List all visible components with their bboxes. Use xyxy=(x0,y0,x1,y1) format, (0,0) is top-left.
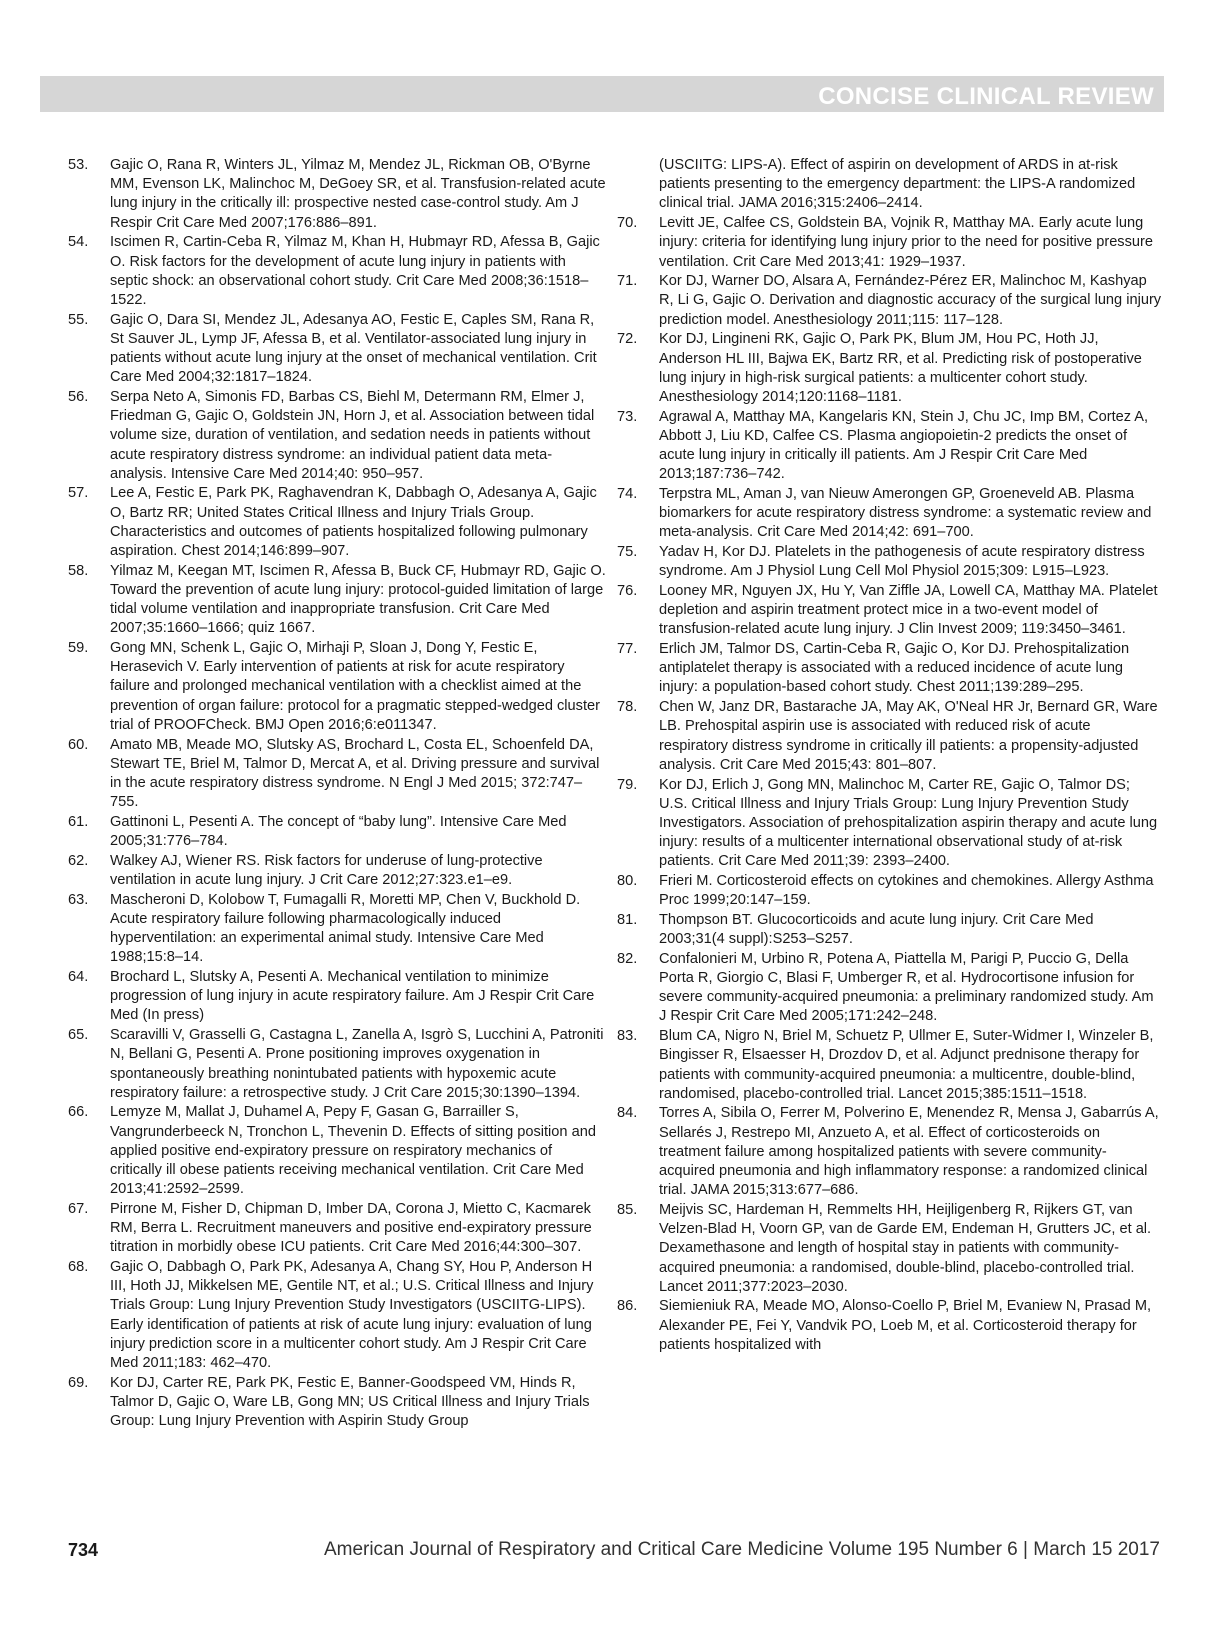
reference-item xyxy=(617,1104,1162,1200)
reference-text: Kor DJ, Carter RE, Park PK, Festic E, Banner-Goodspeed VM, Hinds R, Talmor D, Gajic O, Ware LB, Gong MN; US Critical Illness and Injury Trials Group: Lung Injury Prevention with Aspirin Study Group xyxy=(110,1374,590,1430)
reference-number: 55. xyxy=(68,311,89,328)
reference-number: 68. xyxy=(68,1259,89,1276)
reference-number: 63. xyxy=(68,891,89,908)
reference-text: Gajic O, Rana R, Winters JL, Yilmaz M, Mendez JL, Rickman OB, O'Byrne MM, Evenson LK, Malinchoc M, DeGoey SR, et al. Transfusion-related acute lung injury in the critically ill: prospective nested case-control study. Am J Respir Crit Care Med 2007;176:886–891. xyxy=(110,157,606,231)
reference-item xyxy=(617,776,1162,872)
reference-number: 57. xyxy=(68,485,89,502)
reference-item xyxy=(617,408,1162,485)
reference-item xyxy=(68,484,608,561)
reference-item xyxy=(68,1374,608,1432)
reference-item xyxy=(68,813,608,851)
reference-item xyxy=(617,1201,1162,1297)
reference-number: 71. xyxy=(617,273,638,290)
reference-text: Looney MR, Nguyen JX, Hu Y, Van Ziffle JA, Lowell CA, Matthay MA. Platelet depletion and aspirin treatment protect mice in a two-event model of transfusion-related acute lung injury. J Clin Invest 2009; 119:3450–3461. xyxy=(659,582,1158,638)
reference-number: 59. xyxy=(68,640,89,657)
reference-text: Brochard L, Slutsky A, Pesenti A. Mechanical ventilation to minimize progression of lung injury in acute respiratory failure. Am J Respir Crit Care Med (In press) xyxy=(110,969,595,1024)
reference-text: Agrawal A, Matthay MA, Kangelaris KN, Stein J, Chu JC, Imp BM, Cortez A, Abbott J, Liu KD, Calfee CS. Plasma angiopoietin-2 predicts the onset of acute lung injury in critically ill patients. Am J Respir Crit Care Med 2013;187:736–742. xyxy=(659,408,1149,483)
reference-text: Blum CA, Nigro N, Briel M, Schuetz P, Ullmer E, Suter-Widmer I, Winzeler B, Bingisser R, Elsaesser H, Drozdov D, et al. Adjunct prednisone therapy for patients with community-acquired pneumonia: a multicentre, double-blind, randomised, placebo-controlled trial. Lancet 2015;385:1511–1518. xyxy=(659,1028,1154,1102)
reference-number: 69. xyxy=(68,1374,89,1391)
reference-text: Torres A, Sibila O, Ferrer M, Polverino E, Menendez R, Mensa J, Gabarrús A, Sellarés J, Restrepo MI, Anzueto A, et al. Effect of corticosteroids on treatment failure among hospitalized patients with severe community-acquired pneumonia and high inflammatory response: a randomized clinical trial. JAMA 2015;313:677–686. xyxy=(659,1105,1159,1199)
reference-number: 70. xyxy=(617,215,638,232)
reference-item xyxy=(617,330,1162,407)
reference-text: Siemieniuk RA, Meade MO, Alonso-Coello P, Briel M, Evaniew N, Prasad M, Alexander PE, Fei Y, Vandvik PO, Loeb M, et al. Corticosteroid therapy for patients hospitalized with xyxy=(659,1298,1152,1353)
reference-item xyxy=(68,1258,608,1373)
references-right-column xyxy=(617,156,1162,1356)
reference-item xyxy=(68,639,608,735)
reference-number: 62. xyxy=(68,852,89,869)
reference-number: 84. xyxy=(617,1105,638,1122)
reference-text: Confalonieri M, Urbino R, Potena A, Piattella M, Parigi P, Puccio G, Della Porta R, Giorgio C, Blasi F, Umberger R, et al. Hydrocortisone infusion for severe community-acquired pneumonia: a preliminary randomized study. Am J Respir Crit Care Med 2005;171:242–248. xyxy=(659,950,1154,1025)
reference-text: Serpa Neto A, Simonis FD, Barbas CS, Biehl M, Determann RM, Elmer J, Friedman G, Gajic O, Goldstein JN, Horn J, et al. Association between tidal volume size, duration of ventilation, and sedation needs in patients without acute respiratory distress syndrome: an individual patient data meta-analysis. Intensive Care Med 2014;40: 950–957. xyxy=(110,388,595,482)
reference-number: 60. xyxy=(68,736,89,753)
reference-list-right xyxy=(617,214,1162,1355)
reference-text: Lee A, Festic E, Park PK, Raghavendran K, Dabbagh O, Adesanya A, Gajic O, Bartz RR; United States Critical Illness and Injury Trials Group. Characteristics and outcomes of patients hospitalized following pulmonary aspiration. Chest 2014;146:899–907. xyxy=(110,485,597,560)
journal-footer: American Journal of Respiratory and Critical Care Medicine Volume 195 Number 6 | March 15 2017 xyxy=(323,1539,1160,1560)
reference-number: 64. xyxy=(68,969,89,986)
reference-text: Kor DJ, Warner DO, Alsara A, Fernández-Pérez ER, Malinchoc M, Kashyap R, Li G, Gajic O. Derivation and diagnostic accuracy of the surgical lung injury prediction model. Anesthesiology 2011;115: 117–128. xyxy=(659,273,1162,328)
reference-number: 83. xyxy=(617,1028,638,1045)
reference-text: Walkey AJ, Wiener RS. Risk factors for underuse of lung-protective ventilation in acute lung injury. J Crit Care 2012;27:323.e1–e9. xyxy=(110,852,543,889)
reference-list-left xyxy=(68,156,608,1431)
reference-text: Yadav H, Kor DJ. Platelets in the pathogenesis of acute respiratory distress syndrome. Am J Physiol Lung Cell Mol Physiol 2015;309: L915–L923. xyxy=(659,544,1145,580)
reference-item xyxy=(68,388,608,484)
reference-number: 53. xyxy=(68,157,89,173)
section-label: CONCISE CLINICAL REVIEW xyxy=(818,83,1154,110)
reference-item xyxy=(617,543,1162,581)
page-number: 734 xyxy=(68,1540,99,1560)
reference-item xyxy=(68,311,608,388)
reference-text: Erlich JM, Talmor DS, Cartin-Ceba R, Gajic O, Kor DJ. Prehospitalization antiplatelet therapy is associated with a reduced incidence of acute lung injury: a population-based cohort study. Chest 2011;139:289–295. xyxy=(659,641,1130,696)
reference-text: Chen W, Janz DR, Bastarache JA, May AK, O'Neal HR Jr, Bernard GR, Ware LB. Prehospital aspirin use is associated with reduced risk of acute respiratory distress syndrome in critically ill patients: a propensity-adjusted analysis. Crit Care Med 2015;43: 801–807. xyxy=(659,699,1158,773)
reference-item xyxy=(617,872,1162,910)
reference-item xyxy=(68,233,608,310)
reference-item xyxy=(617,272,1162,330)
reference-item xyxy=(617,950,1162,1027)
reference-number: 76. xyxy=(617,582,638,599)
reference-number: 80. xyxy=(617,873,638,890)
reference-text: Mascheroni D, Kolobow T, Fumagalli R, Moretti MP, Chen V, Buckhold D. Acute respiratory failure following pharmacologically induced hyperventilation: an experimental animal study. Intensive Care Med 1988;15:8–14. xyxy=(110,891,581,966)
reference-text: Lemyze M, Mallat J, Duhamel A, Pepy F, Gasan G, Barrailler S, Vangrunderbeeck N, Tronchon L, Thevenin D. Effects of sitting position and applied positive end-expiratory pressure on respiratory mechanics of critically ill obese patients receiving mechanical ventilation. Crit Care Med 2013;41:2592–2599. xyxy=(110,1104,596,1198)
reference-item xyxy=(68,736,608,813)
reference-text: Kor DJ, Lingineni RK, Gajic O, Park PK, Blum JM, Hou PC, Hoth JJ, Anderson HL III, Bajwa EK, Bartz RR, et al. Predicting risk of postoperative lung injury in high-risk surgical patients: a multicenter cohort study. Anesthesiology 2014;120:1168–1181. xyxy=(659,331,1142,405)
reference-item xyxy=(617,640,1162,698)
reference-number: 78. xyxy=(617,699,638,716)
reference-text: Gajic O, Dabbagh O, Park PK, Adesanya A, Chang SY, Hou P, Anderson H III, Hoth JJ, Mikkelsen ME, Gentile NT, et al.; U.S. Critical Illness and Injury Trials Group: Lung Injury Prevention Study Investigators (USCIITG-LIPS). Early identification of patients at risk of acute lung injury: evaluation of lung injury prediction score in a multicenter cohort study. Am J Respir Crit Care Med 2011;183: 462–470. xyxy=(110,1259,594,1372)
reference-number: 58. xyxy=(68,562,89,579)
reference-item xyxy=(68,852,608,890)
reference-text: Levitt JE, Calfee CS, Goldstein BA, Vojnik R, Matthay MA. Early acute lung injury: criteria for identifying lung injury prior to the need for positive pressure ventilation. Crit Care Med 2013;41: 1929–1937. xyxy=(659,215,1153,270)
reference-number: 74. xyxy=(617,485,638,502)
reference-number: 72. xyxy=(617,331,638,348)
reference-number: 67. xyxy=(68,1200,89,1217)
reference-number: 86. xyxy=(617,1298,638,1315)
reference-item xyxy=(68,891,608,968)
reference-number: 79. xyxy=(617,776,638,793)
reference-item xyxy=(68,1026,608,1103)
reference-text: Amato MB, Meade MO, Slutsky AS, Brochard L, Costa EL, Schoenfeld DA, Stewart TE, Briel M, Talmor D, Mercat A, et al. Driving pressure and survival in the acute respiratory distress syndrome. N Engl J Med 2015; 372:747–755. xyxy=(110,736,600,811)
reference-text: Pirrone M, Fisher D, Chipman D, Imber DA, Corona J, Mietto C, Kacmarek RM, Berra L. Recruitment maneuvers and positive end-expiratory pressure titration in morbidly obese ICU patients. Crit Care Med 2016;44:300–307. xyxy=(110,1200,592,1256)
references-left-column xyxy=(68,156,608,1432)
reference-item xyxy=(617,1027,1162,1104)
reference-number: 77. xyxy=(617,641,638,658)
reference-text: Thompson BT. Glucocorticoids and acute lung injury. Crit Care Med 2003;31(4 suppl):S253–S257. xyxy=(659,911,1094,948)
reference-text: Gattinoni L, Pesenti A. The concept of “baby lung”. Intensive Care Med 2005;31:776–784. xyxy=(110,813,567,850)
reference-number: 61. xyxy=(68,813,89,830)
reference-item xyxy=(617,485,1162,543)
reference-number: 73. xyxy=(617,408,638,425)
reference-text: Terpstra ML, Aman J, van Nieuw Amerongen GP, Groeneveld AB. Plasma biomarkers for acute respiratory distress syndrome: a systematic review and meta-analysis. Crit Care Med 2014;42: 691–700. xyxy=(659,485,1152,541)
reference-number: 66. xyxy=(68,1104,89,1121)
reference-item xyxy=(617,1297,1162,1355)
reference-item xyxy=(617,582,1162,640)
reference-number: 85. xyxy=(617,1201,638,1218)
reference-item xyxy=(68,1200,608,1258)
reference-item xyxy=(617,214,1162,272)
reference-continuation: (USCIITG: LIPS-A). Effect of aspirin on development of ARDS in at-risk patients presenting to the emergency department: the LIPS-A randomized clinical trial. JAMA 2016;315:2406–2414. xyxy=(659,157,1136,212)
reference-item xyxy=(617,698,1162,775)
reference-item xyxy=(68,562,608,639)
reference-number: 65. xyxy=(68,1027,89,1044)
reference-text: Frieri M. Corticosteroid effects on cytokines and chemokines. Allergy Asthma Proc 1999;20:147–159. xyxy=(659,873,1154,909)
reference-text: Gong MN, Schenk L, Gajic O, Mirhaji P, Sloan J, Dong Y, Festic E, Herasevich V. Early intervention of patients at risk for acute respiratory failure and prolonged mechanical ventilation with a checklist aimed at the prevention of organ failure: protocol for a pragmatic stepped-wedged cluster trial of PROOFCheck. BMJ Open 2016;6:e011347. xyxy=(110,640,600,733)
reference-number: 81. xyxy=(617,911,638,928)
reference-number: 56. xyxy=(68,388,89,405)
reference-text: Yilmaz M, Keegan MT, Iscimen R, Afessa B, Buck CF, Hubmayr RD, Gajic O. Toward the prevention of acute lung injury: protocol-guided limitation of large tidal volume ventilation and inappropriate transfusion. Crit Care Med 2007;35:1660–1666; quiz 1667. xyxy=(110,562,606,637)
reference-number: 54. xyxy=(68,234,89,251)
reference-number: 75. xyxy=(617,544,638,561)
reference-item xyxy=(68,1103,608,1199)
reference-text: Iscimen R, Cartin-Ceba R, Yilmaz M, Khan H, Hubmayr RD, Afessa B, Gajic O. Risk factors for the development of acute lung injury in patients with septic shock: an observational cohort study. Crit Care Med 2008;36:1518–1522. xyxy=(110,234,600,308)
reference-item xyxy=(68,156,608,233)
reference-item xyxy=(68,968,608,1026)
reference-number: 82. xyxy=(617,950,638,967)
reference-text: Meijvis SC, Hardeman H, Remmelts HH, Heijligenberg R, Rijkers GT, van Velzen-Blad H, Voorn GP, van de Garde EM, Endeman H, Grutters JC, et al. Dexamethasone and length of hospital stay in patients with community-acquired pneumonia: a randomised, double-blind, placebo-controlled trial. Lancet 2011;377:2023–2030. xyxy=(659,1201,1152,1295)
reference-text: Scaravilli V, Grasselli G, Castagna L, Zanella A, Isgrò S, Lucchini A, Patroniti N, Bellani G, Pesenti A. Prone positioning improves oxygenation in spontaneously breathing nonintubated patients with hypoxemic acute respiratory failure: a retrospective study. J Crit Care 2015;30:1390–1394. xyxy=(110,1027,604,1101)
section-header-bar xyxy=(40,76,1164,112)
reference-text: Kor DJ, Erlich J, Gong MN, Malinchoc M, Carter RE, Gajic O, Talmor DS; U.S. Critical Illness and Injury Trials Group: Lung Injury Prevention Study Investigators. Association of prehospitalization aspirin therapy and acute lung injury: results of a multicenter international observational study of at-risk patients. Crit Care Med 2011;39: 2393–2400. xyxy=(659,776,1158,870)
reference-item xyxy=(617,911,1162,949)
reference-text: Gajic O, Dara SI, Mendez JL, Adesanya AO, Festic E, Caples SM, Rana R, St Sauver JL, Lymp JF, Afessa B, et al. Ventilator-associated lung injury in patients without acute lung injury at the onset of mechanical ventilation. Crit Care Med 2004;32:1817–1824. xyxy=(110,311,597,386)
